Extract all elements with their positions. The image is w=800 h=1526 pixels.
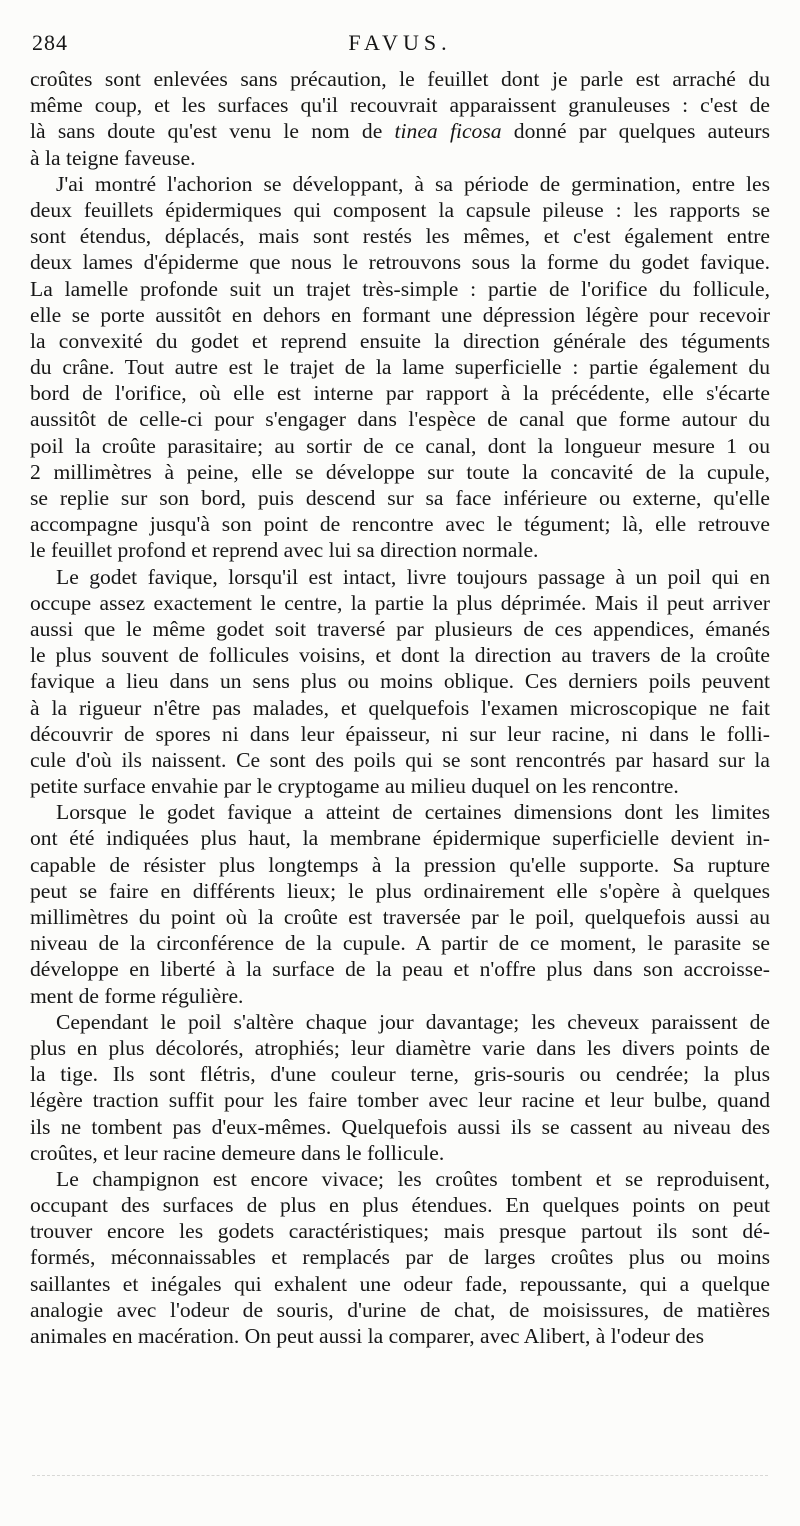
text-line: sont étendus, déplacés, mais sont restés les mêmes, et c'est également entre (30, 224, 770, 249)
text-line: animales en macération. On peut aussi la comparer, avec Alibert, à l'odeur des (30, 1324, 704, 1348)
text-line: bord de l'orifice, où elle est interne par rapport à la précédente, elle s'écarte (30, 381, 770, 406)
text-line: Cependant le poil s'altère chaque jour davantage; les cheveux paraissent de (56, 1009, 770, 1034)
text-line: découvrir de spores ni dans leur épaisseur, ni sur leur racine, ni dans le folli- (30, 721, 770, 746)
text-line: aussitôt de celle-ci pour s'engager dans l'espèce de canal que forme autour du (30, 407, 770, 432)
text-line: occupe assez exactement le centre, la partie la plus déprimée. Mais il peut arriver (30, 590, 770, 615)
text-line: deux feuillets épidermiques qui composent la capsule pileuse : les rapports se (30, 197, 770, 222)
text-line: aussi que le même godet soit traversé par plusieurs de ces appendices, émanés (30, 616, 770, 641)
text-line: là sans doute qu'est venu le nom de tinea ficosa donné par quelques auteurs (30, 119, 770, 144)
text-line: analogie avec l'odeur de souris, d'urine de chat, de moisissures, de matières (30, 1297, 770, 1322)
text-line: capable de résister plus longtemps à la pression qu'elle supporte. Sa rupture (30, 852, 770, 877)
text-line: la convexité du godet et reprend ensuite la direction générale des téguments (30, 328, 770, 353)
text-line: la tige. Ils sont flétris, d'une couleur terne, gris-souris ou cendrée; la plus (30, 1062, 770, 1087)
text-line: à la rigueur n'être pas malades, et quelquefois l'examen microscopique ne fait (30, 695, 770, 720)
text-line: peut se faire en différents lieux; le plus ordinairement elle s'opère à quelques (30, 878, 770, 903)
text-line: 2 millimètres à peine, elle se développe sur toute la concavité de la cupule, (30, 459, 770, 484)
text-line: occupant des surfaces de plus en plus étendues. En quelques points on peut (30, 1193, 770, 1218)
text-line: légère traction suffit pour les faire tomber avec leur racine et leur bulbe, quand (30, 1088, 770, 1113)
paragraph (30, 1009, 770, 1166)
page-number: 284 (32, 30, 68, 55)
text-line: Lorsque le godet favique a atteint de certaines dimensions dont les limites (56, 800, 770, 825)
text-line: formés, méconnaissables et remplacés par de larges croûtes plus ou moins (30, 1245, 770, 1270)
text-line: poil la croûte parasitaire; au sortir de ce canal, dont la longueur mesure 1 ou (30, 433, 770, 458)
text-line: le feuillet profond et reprend avec lui sa direction normale. (30, 538, 539, 563)
text-line: La lamelle profonde suit un trajet très-simple : partie de l'orifice du follicule, (30, 276, 770, 301)
text-line: cule d'où ils naissent. Ce sont des poils qui se sont rencontrés par hasard sur la (30, 747, 770, 772)
text-line: niveau de la circonférence de la cupule. A partir de ce moment, le parasite se (30, 931, 770, 956)
text-line: saillantes et inégales qui exhalent une odeur fade, repoussante, qui a quelque (30, 1271, 770, 1296)
text-line: favique a lieu dans un sens plus ou moins oblique. Ces derniers poils peuvent (30, 669, 770, 694)
text-line: du crâne. Tout autre est le trajet de la lame superficielle : partie également du (30, 355, 770, 380)
text-line: J'ai montré l'achorion se développant, à sa période de germination, entre les (56, 171, 770, 196)
paragraph (30, 171, 770, 564)
text-line: elle se porte aussitôt en dehors en formant une dépression légère pour recevoir (30, 302, 770, 327)
text-line: ment de forme régulière. (30, 983, 244, 1008)
text-line: même coup, et les surfaces qu'il recouvrait apparaissent granuleuses : c'est de (30, 93, 770, 118)
text-line: Le godet favique, lorsqu'il est intact, livre toujours passage à un poil qui en (56, 564, 770, 589)
text-line: trouver encore les godets caractéristiques; mais presque partout ils sont dé- (30, 1219, 770, 1244)
running-title: FAVUS. (348, 30, 452, 55)
text-line: ils ne tombent pas d'eux-mêmes. Quelquefois aussi ils se cassent au niveau des (30, 1114, 770, 1139)
text-line: plus en plus décolorés, atrophiés; leur diamètre varie dans les divers points de (30, 1035, 770, 1060)
text-line: croûtes, et leur racine demeure dans le follicule. (30, 1140, 445, 1165)
text-line: Le champignon est encore vivace; les croûtes tombent et se reproduisent, (56, 1166, 770, 1191)
paragraph (30, 564, 770, 800)
text-line: le plus souvent de follicules voisins, et dont la direction au travers de la croûte (30, 643, 770, 668)
bottom-rule (32, 1475, 768, 1476)
page-header (30, 30, 770, 64)
text-line: millimètres du point où la croûte est traversée par le poil, quelquefois aussi au (30, 905, 770, 929)
body-text (30, 66, 770, 1349)
paragraph (30, 66, 770, 171)
text-line: croûtes sont enlevées sans précaution, le feuillet dont je parle est arraché du (30, 67, 770, 91)
paragraph (30, 1166, 770, 1349)
text-line: développe en liberté à la surface de la peau et n'offre plus dans son accroisse- (30, 957, 770, 982)
paragraph (30, 799, 770, 1009)
text-line: à la teigne faveuse. (30, 145, 196, 170)
text-line: petite surface envahie par le cryptogame au milieu duquel on les rencontre. (30, 774, 679, 799)
text-line: se replie sur son bord, puis descend sur sa face inférieure ou externe, qu'elle (30, 486, 770, 510)
text-line: accompagne jusqu'à son point de rencontre avec le tégument; là, elle retrouve (30, 512, 770, 537)
text-line: deux lames d'épiderme que nous le retrouvons sous la forme du godet favique. (30, 250, 770, 275)
text-line: ont été indiquées plus haut, la membrane épidermique superficielle devient in- (30, 826, 770, 851)
